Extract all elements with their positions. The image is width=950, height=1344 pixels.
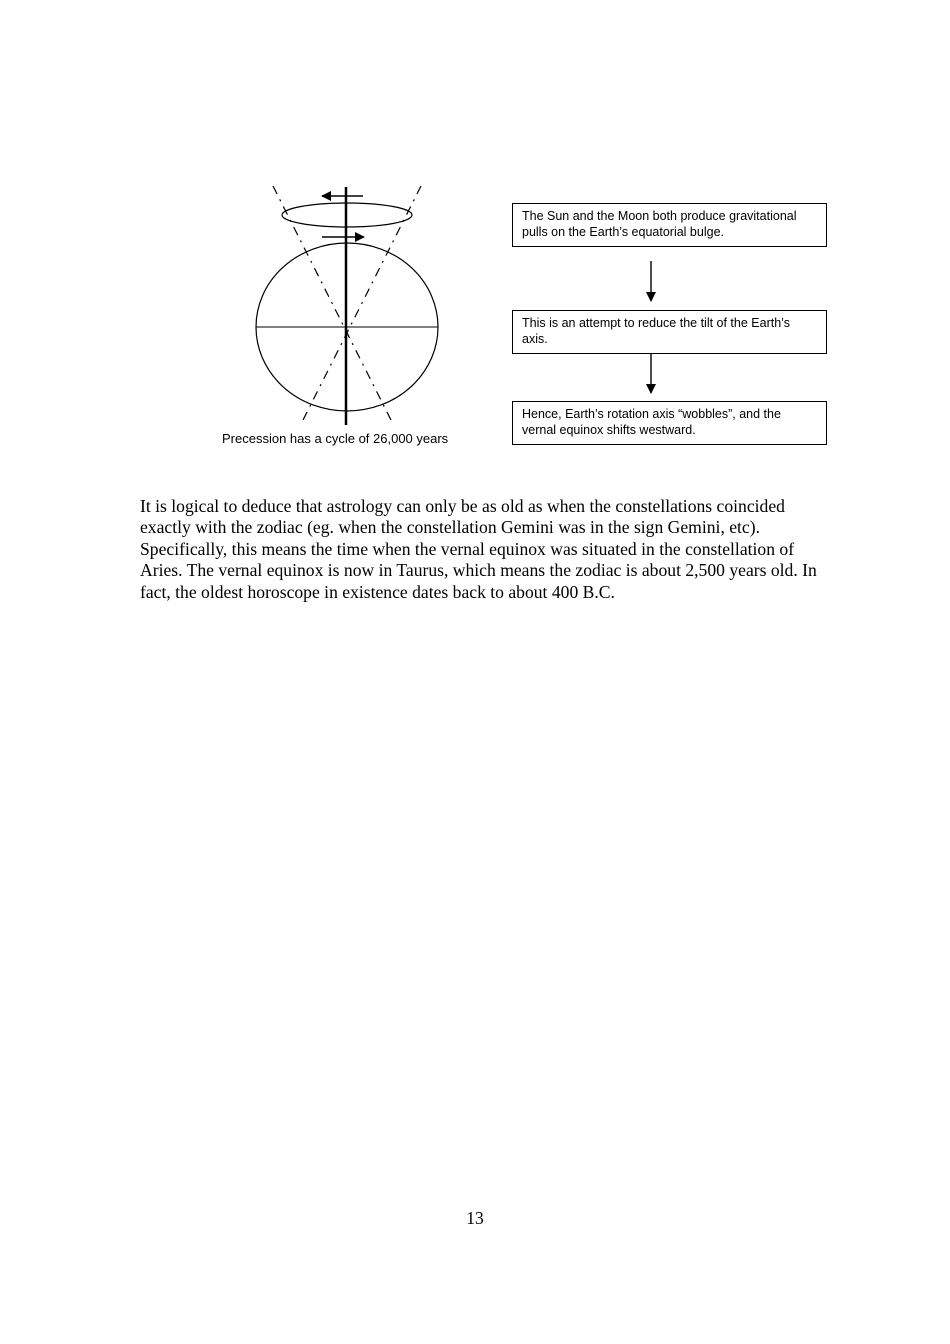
flow-step-3: Hence, Earth’s rotation axis “wobbles”, and the vernal equinox shifts westward. xyxy=(512,401,827,445)
page-number: 13 xyxy=(466,1208,484,1228)
flow-step-2: This is an attempt to reduce the tilt of the Earth’s axis. xyxy=(512,310,827,354)
figure-caption: Precession has a cycle of 26,000 years xyxy=(222,431,449,446)
body-paragraph: It is logical to deduce that astrology can only be as old as when the constellations coincided exactly with the zodiac (eg. when the constellation Gemini was in the sign Gemini, etc). Specifically, this means the time when the vernal equinox was situated in the constellation of Aries. The vernal equinox is now in Taurus, which means the zodiac is about 2,500 years old. In fact, the oldest horoscope in existence dates back to about 400 B.C. xyxy=(140,496,817,602)
flow-step-1: The Sun and the Moon both produce gravitational pulls on the Earth’s equatorial bulge. xyxy=(512,203,827,247)
